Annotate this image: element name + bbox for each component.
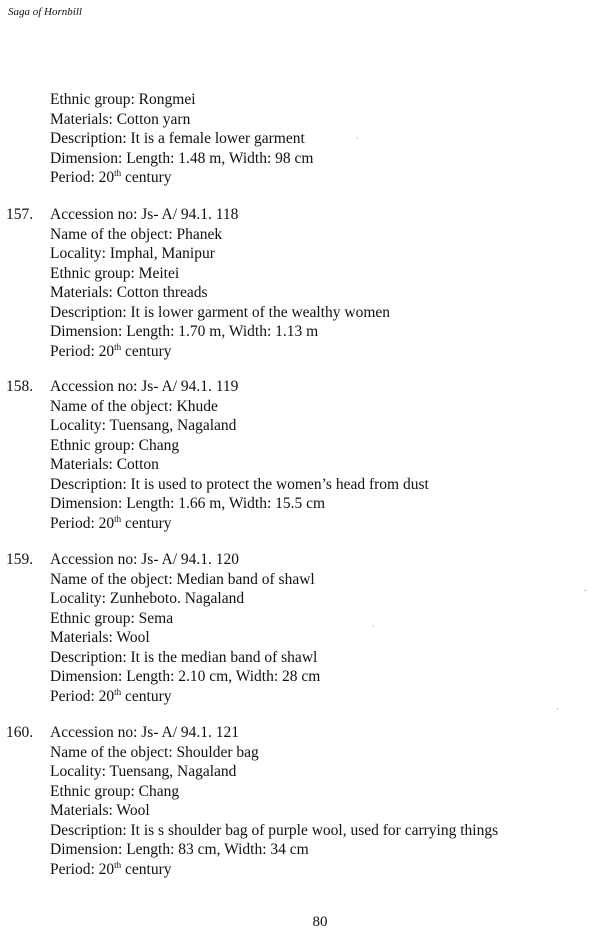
period-prefix: Period: 20 xyxy=(50,342,115,360)
page-number: 80 xyxy=(312,914,328,930)
period-suffix: century xyxy=(121,687,172,705)
period-prefix: Period: 20 xyxy=(50,514,115,532)
entry-line: Description: It is a female lower garment xyxy=(50,130,305,147)
entry-line: Description: It is s shoulder bag of purple wool, used for carrying things xyxy=(50,821,499,839)
period-prefix: Period: 20 xyxy=(50,860,115,878)
entry-line: Name of the object: Median band of shawl xyxy=(50,570,315,588)
entry-line: Dimension: Length: 2.10 cm, Width: 28 cm xyxy=(50,668,321,685)
entry-line: Ethnic group: Chang xyxy=(50,782,180,800)
entry-line: Materials: Cotton yarn xyxy=(50,110,191,128)
period-suffix: century xyxy=(121,342,172,360)
scan-speck: · xyxy=(556,705,559,714)
entry-number: 159. xyxy=(6,551,34,568)
period-suffix: century xyxy=(121,169,172,186)
entry-line: Description: It is used to protect the women’s head from dust xyxy=(50,475,429,493)
scan-speck: · xyxy=(372,622,375,631)
period-prefix: Period: 20 xyxy=(50,687,115,705)
period-suffix: century xyxy=(121,514,172,532)
entry-line: Materials: Wool xyxy=(50,802,150,819)
period-line xyxy=(50,860,172,879)
entry-line: Ethnic group: Sema xyxy=(50,609,174,627)
entry-line: Accession no: Js- A/ 94.1. 119 xyxy=(50,378,239,395)
entry-line: Locality: Imphal, Manipur xyxy=(50,245,215,262)
entry-line: Description: It is lower garment of the wealthy women xyxy=(50,303,391,321)
entry-line: Description: It is the median band of shawl xyxy=(50,648,318,666)
entry-line: Name of the object: Khude xyxy=(50,397,218,415)
entry-number: 160. xyxy=(6,724,34,741)
period-superscript: th xyxy=(114,686,122,697)
period-prefix: Period: 20 xyxy=(50,169,115,186)
period-line xyxy=(50,687,172,706)
entry-line: Accession no: Js- A/ 94.1. 118 xyxy=(50,206,239,223)
entry-number: 157. xyxy=(6,206,34,223)
entry-line: Materials: Cotton threads xyxy=(50,284,208,301)
entry-line: Accession no: Js- A/ 94.1. 121 xyxy=(50,724,240,741)
entry-line: Locality: Tuensang, Nagaland xyxy=(50,763,237,780)
entry-number: 158. xyxy=(6,378,34,395)
entry-line: Materials: Wool xyxy=(50,629,150,646)
entry-line: Ethnic group: Chang xyxy=(50,436,180,454)
entry-line: Dimension: Length: 1.70 m, Width: 1.13 m xyxy=(50,323,319,340)
entry-line: Name of the object: Shoulder bag xyxy=(50,743,259,761)
period-line xyxy=(50,514,172,533)
running-head: Saga of Hornbill xyxy=(8,6,82,18)
scan-speck: · xyxy=(356,134,359,143)
period-suffix: century xyxy=(121,860,172,878)
entry-line: Name of the object: Phanek xyxy=(50,225,223,243)
entry-line: Locality: Zunheboto. Nagaland xyxy=(50,590,245,607)
period-superscript: th xyxy=(114,859,122,870)
entry-line: Ethnic group: Meitei xyxy=(50,264,180,282)
entry-line: Locality: Tuensang, Nagaland xyxy=(50,417,237,434)
entry-line: Dimension: Length: 1.48 m, Width: 98 cm xyxy=(50,149,314,167)
period-superscript: th xyxy=(114,168,122,178)
entry-line: Dimension: Length: 1.66 m, Width: 15.5 cm xyxy=(50,495,326,512)
period-superscript: th xyxy=(114,341,122,352)
entry-line: Ethnic group: Rongmei xyxy=(50,91,196,108)
period-line xyxy=(50,342,172,361)
entry-line: Dimension: Length: 83 cm, Width: 34 cm xyxy=(50,841,309,858)
entry-line: Accession no: Js- A/ 94.1. 120 xyxy=(50,551,240,568)
period-line xyxy=(50,168,172,187)
entry-line: Materials: Cotton xyxy=(50,456,159,473)
scan-speck: ⁻ xyxy=(583,588,588,597)
period-superscript: th xyxy=(114,513,122,524)
